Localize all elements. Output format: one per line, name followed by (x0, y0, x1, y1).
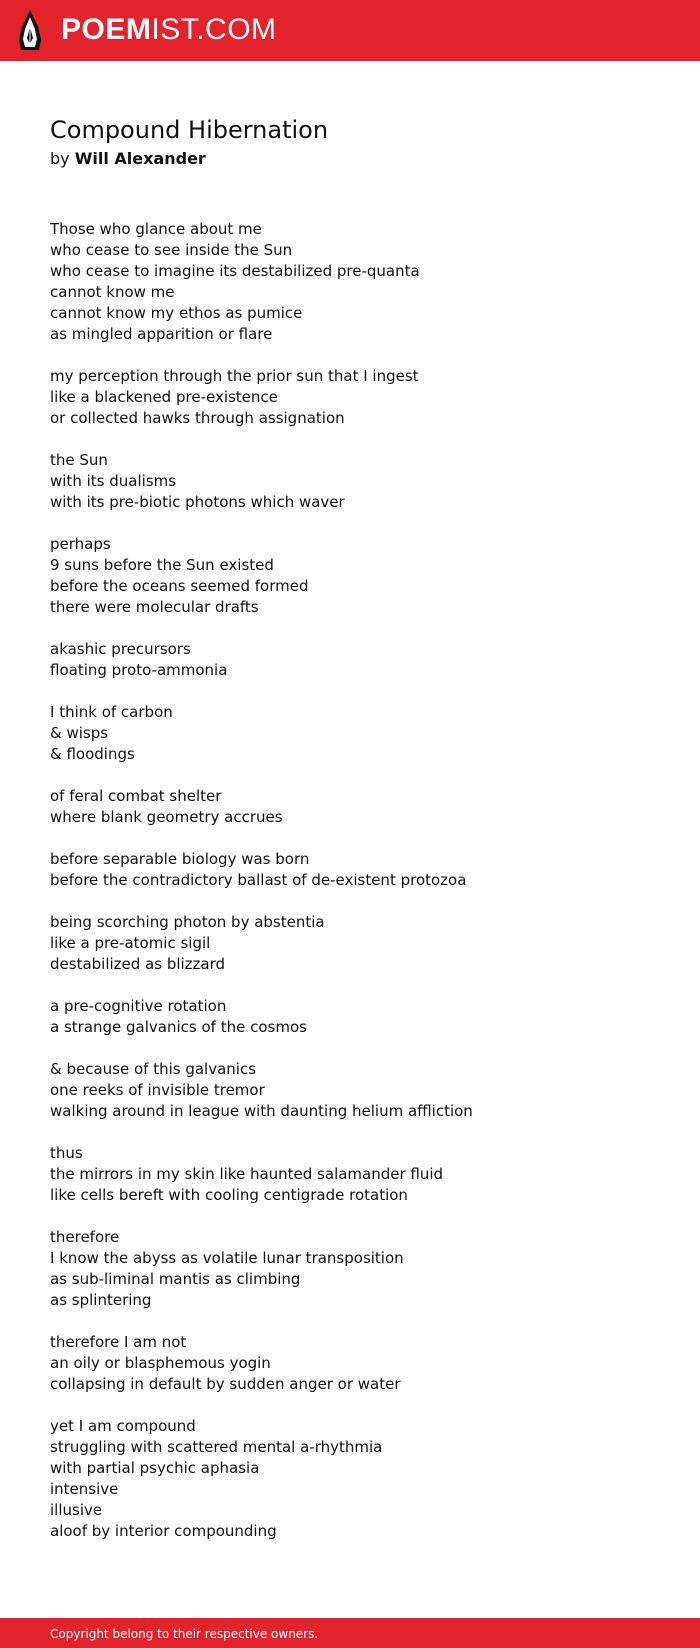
poem-line: of feral combat shelter (50, 787, 222, 805)
site-logo-text (61, 9, 277, 51)
poem-line: perhaps (50, 535, 111, 553)
site-footer (0, 1618, 700, 1648)
poem-line: destabilized as blizzard (50, 955, 226, 973)
poem-line: aloof by interior compounding (50, 1522, 277, 1540)
poem-line: floating proto-ammonia (50, 661, 228, 679)
poem-line: therefore I am not (50, 1333, 187, 1351)
poem-line: & because of this galvanics (50, 1060, 257, 1078)
poem-line: who cease to see inside the Sun (50, 241, 293, 259)
poem-line: struggling with scattered mental a-rhythmia (50, 1438, 383, 1456)
poem-title: Compound Hibernation (50, 116, 329, 144)
poem-line: a pre-cognitive rotation (50, 997, 227, 1015)
poem-line: & wisps (50, 724, 109, 742)
poem-line: as sub-liminal mantis as climbing (50, 1270, 301, 1288)
byline-prefix: by (50, 149, 70, 168)
poem-line: like a blackened pre-existence (50, 388, 278, 406)
poem-line: a strange galvanics of the cosmos (50, 1018, 307, 1036)
site-header (0, 0, 700, 61)
poem-line: & floodings (50, 745, 135, 763)
logo-text-light: IST.COM (151, 13, 277, 46)
poem-line: I know the abyss as volatile lunar transposition (50, 1249, 404, 1267)
poem-line: as splintering (50, 1291, 152, 1309)
stanza-break (50, 1038, 670, 1059)
poem-line: cannot know me (50, 283, 175, 301)
poem-line: my perception through the prior sun that I ingest (50, 367, 419, 385)
poem-line: being scorching photon by abstentia (50, 913, 325, 931)
pen-nib-icon (17, 9, 43, 51)
site-logo-link[interactable] (17, 9, 277, 51)
poem-line: where blank geometry accrues (50, 808, 283, 826)
stanza-break (50, 1395, 670, 1416)
stanza-break (50, 891, 670, 912)
poem-line: as mingled apparition or flare (50, 325, 273, 343)
poem-line: with its dualisms (50, 472, 177, 490)
poem-line: with partial psychic aphasia (50, 1459, 260, 1477)
poem-line: thus (50, 1144, 83, 1162)
stanza-break (50, 1206, 670, 1227)
poem-line: before the contradictory ballast of de-existent protozoa (50, 871, 467, 889)
poem-line: 9 suns before the Sun existed (50, 556, 274, 574)
poem-line: the Sun (50, 451, 108, 469)
poem-line: collapsing in default by sudden anger or water (50, 1375, 401, 1393)
poem-line: who cease to imagine its destabilized pre-quanta (50, 262, 420, 280)
poem-line: an oily or blasphemous yogin (50, 1354, 271, 1372)
poem-line: yet I am compound (50, 1417, 196, 1435)
stanza-break (50, 513, 670, 534)
poem-line: walking around in league with daunting helium affliction (50, 1102, 473, 1120)
poem-line: like cells bereft with cooling centigrade rotation (50, 1186, 408, 1204)
author-name: Will Alexander (74, 149, 206, 168)
stanza-break (50, 1122, 670, 1143)
stanza-break (50, 828, 670, 849)
stanza-break (50, 345, 670, 366)
poem-line: cannot know my ethos as pumice (50, 304, 303, 322)
stanza-break (50, 618, 670, 639)
poem-line: intensive (50, 1480, 119, 1498)
poem-byline (50, 148, 206, 170)
stanza-break (50, 1311, 670, 1332)
stanza-break (50, 765, 670, 786)
logo-text-bold: POEM (61, 13, 152, 46)
poem-line: therefore (50, 1228, 120, 1246)
poem-line: before separable biology was born (50, 850, 310, 868)
poem-line: the mirrors in my skin like haunted salamander fluid (50, 1165, 444, 1183)
poem-line: Those who glance about me (50, 220, 262, 238)
stanza-break (50, 681, 670, 702)
stanza-break (50, 975, 670, 996)
poem-line: there were molecular drafts (50, 598, 259, 616)
poem-line: akashic precursors (50, 640, 191, 658)
poem-line: like a pre-atomic sigil (50, 934, 211, 952)
poem-line: one reeks of invisible tremor (50, 1081, 265, 1099)
poem-line: illusive (50, 1501, 103, 1519)
poem-line: with its pre-biotic photons which waver (50, 493, 345, 511)
poem-line: I think of carbon (50, 703, 173, 721)
stanza-break (50, 429, 670, 450)
copyright-text: Copyright belong to their respective owners. (50, 1627, 319, 1641)
poem-body (50, 219, 670, 1542)
poem-line: before the oceans seemed formed (50, 577, 309, 595)
poem-line: or collected hawks through assignation (50, 409, 345, 427)
